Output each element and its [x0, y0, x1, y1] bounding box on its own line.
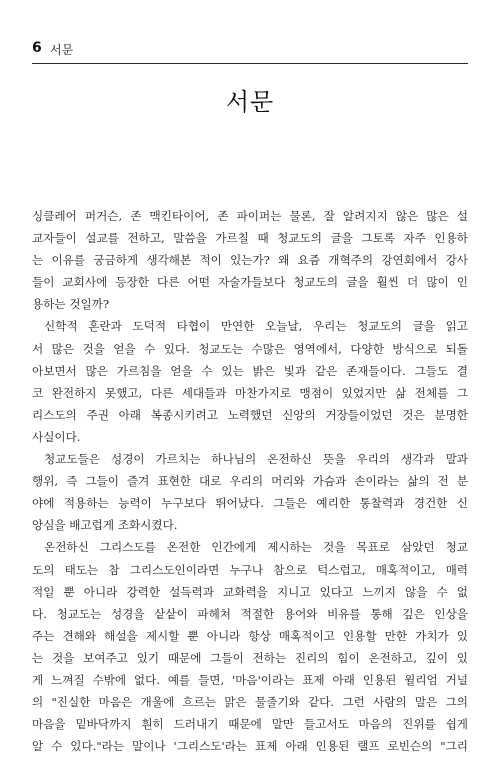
text-line: 야에 적용하는 능력이 누구보다 뛰어났다. 그들은 예리한 통찰력과 경건한 신: [32, 496, 468, 511]
text-line: 적일 뿐 아니라 강력한 설득력과 교화력을 지니고 있다고 느끼지 않을 수 없: [32, 584, 468, 599]
text-line: 신학적 혼란과 도덕적 타협이 만연한 오늘날, 우리는 청교도의 글을 읽고: [44, 319, 468, 334]
text-line: 아보면서 많은 가르침을 얻을 수 있는 밝은 빛과 같은 존재들이다. 그들도 결: [32, 363, 468, 378]
paragraph: [32, 448, 468, 536]
header-rule: [32, 63, 468, 64]
text-line: 행위, 즉 그들이 즐겨 표현한 대로 우리의 머리와 가슴과 손이라는 삶의 전 분: [32, 474, 468, 489]
text-line: 들이 교회사에 등장한 다른 어떤 자술가들보다 청교도의 글을 훨씬 더 많이 인: [32, 275, 468, 290]
text-line: 사실이다.: [32, 429, 81, 444]
chapter-title: 서문: [225, 88, 275, 116]
body-text: [32, 205, 468, 757]
text-line: 주는 견해와 해설을 제시할 뿐 아니라 항상 매혹적이고 인용할 만한 가치가 있: [32, 628, 468, 643]
text-line: 서 많은 것을 얻을 수 있다. 청교도는 수많은 영역에서, 다양한 방식으로 되돌: [32, 341, 468, 356]
text-line: 는 것을 보여주고 있기 때문에 그들이 전하는 진리의 힘이 온전하고, 깊이 있: [32, 650, 468, 665]
text-line: 리스도의 주권 아래 복종시키려고 노력했던 신앙의 거장들이었던 것은 분명한: [32, 407, 468, 422]
text-line: 싱클레어 퍼거슨, 존 맥킨타이어, 존 파이퍼는 물론, 잘 알려지지 않은 많은 설: [32, 209, 468, 223]
text-line: 청교도들은 성경이 가르치는 하나님의 온전하신 뜻을 우리의 생각과 말과: [44, 452, 468, 467]
paragraph: [32, 536, 468, 757]
text-line: 는 이유를 궁금하게 생각해본 적이 있는가? 왜 요즘 개혁주의 강연회에서 강사: [32, 253, 468, 268]
text-line: 게 느껴질 수밖에 없다. 예를 들면, '마음'이라는 표제 아래 인용된 윌리엄 거널: [32, 672, 468, 687]
text-line: 다. 청교도는 성경을 샅샅이 파헤쳐 적절한 용어와 비유를 통해 깊은 인상을: [32, 606, 468, 621]
text-line: 앙심을 배고럽게 조화시켰다.: [32, 518, 178, 533]
text-line: 의 "진실한 마음은 개울에 흐르는 맑은 물줄기와 같다. 그런 사람의 말은 그의: [32, 695, 468, 710]
running-title: 서문: [50, 43, 74, 57]
text-line: 용하는 것일까?: [32, 297, 110, 312]
paragraph: [32, 205, 468, 315]
text-line: 알 수 있다."라는 말이나 '그리스도'라는 표제 아래 인용된 랠프 로빈슨의 "그리: [32, 739, 468, 754]
page-number: 6: [32, 40, 42, 56]
paragraph: [32, 315, 468, 448]
text-line: 도의 태도는 참 그리스도인이라면 누구나 참으로 턱스럽고, 매혹적이고, 매력: [32, 562, 468, 577]
text-line: 코 완전하지 못했고, 다른 세대들과 마찬가지로 맹점이 있었지만 삶 전체를 그: [32, 385, 468, 400]
text-line: 교자들이 설교를 전하고, 말씀을 가르칠 때 청교도의 글을 그토록 자주 인용하: [32, 231, 468, 246]
text-line: 마음을 밑바닥까지 훤히 드러내기 때문에 말만 들고서도 마음의 진위를 쉽게: [32, 717, 468, 732]
running-header: [32, 34, 468, 60]
text-line: 온전하신 그리스도를 온전한 인간에게 제시하는 것을 목표로 삼았던 청교: [44, 540, 468, 555]
